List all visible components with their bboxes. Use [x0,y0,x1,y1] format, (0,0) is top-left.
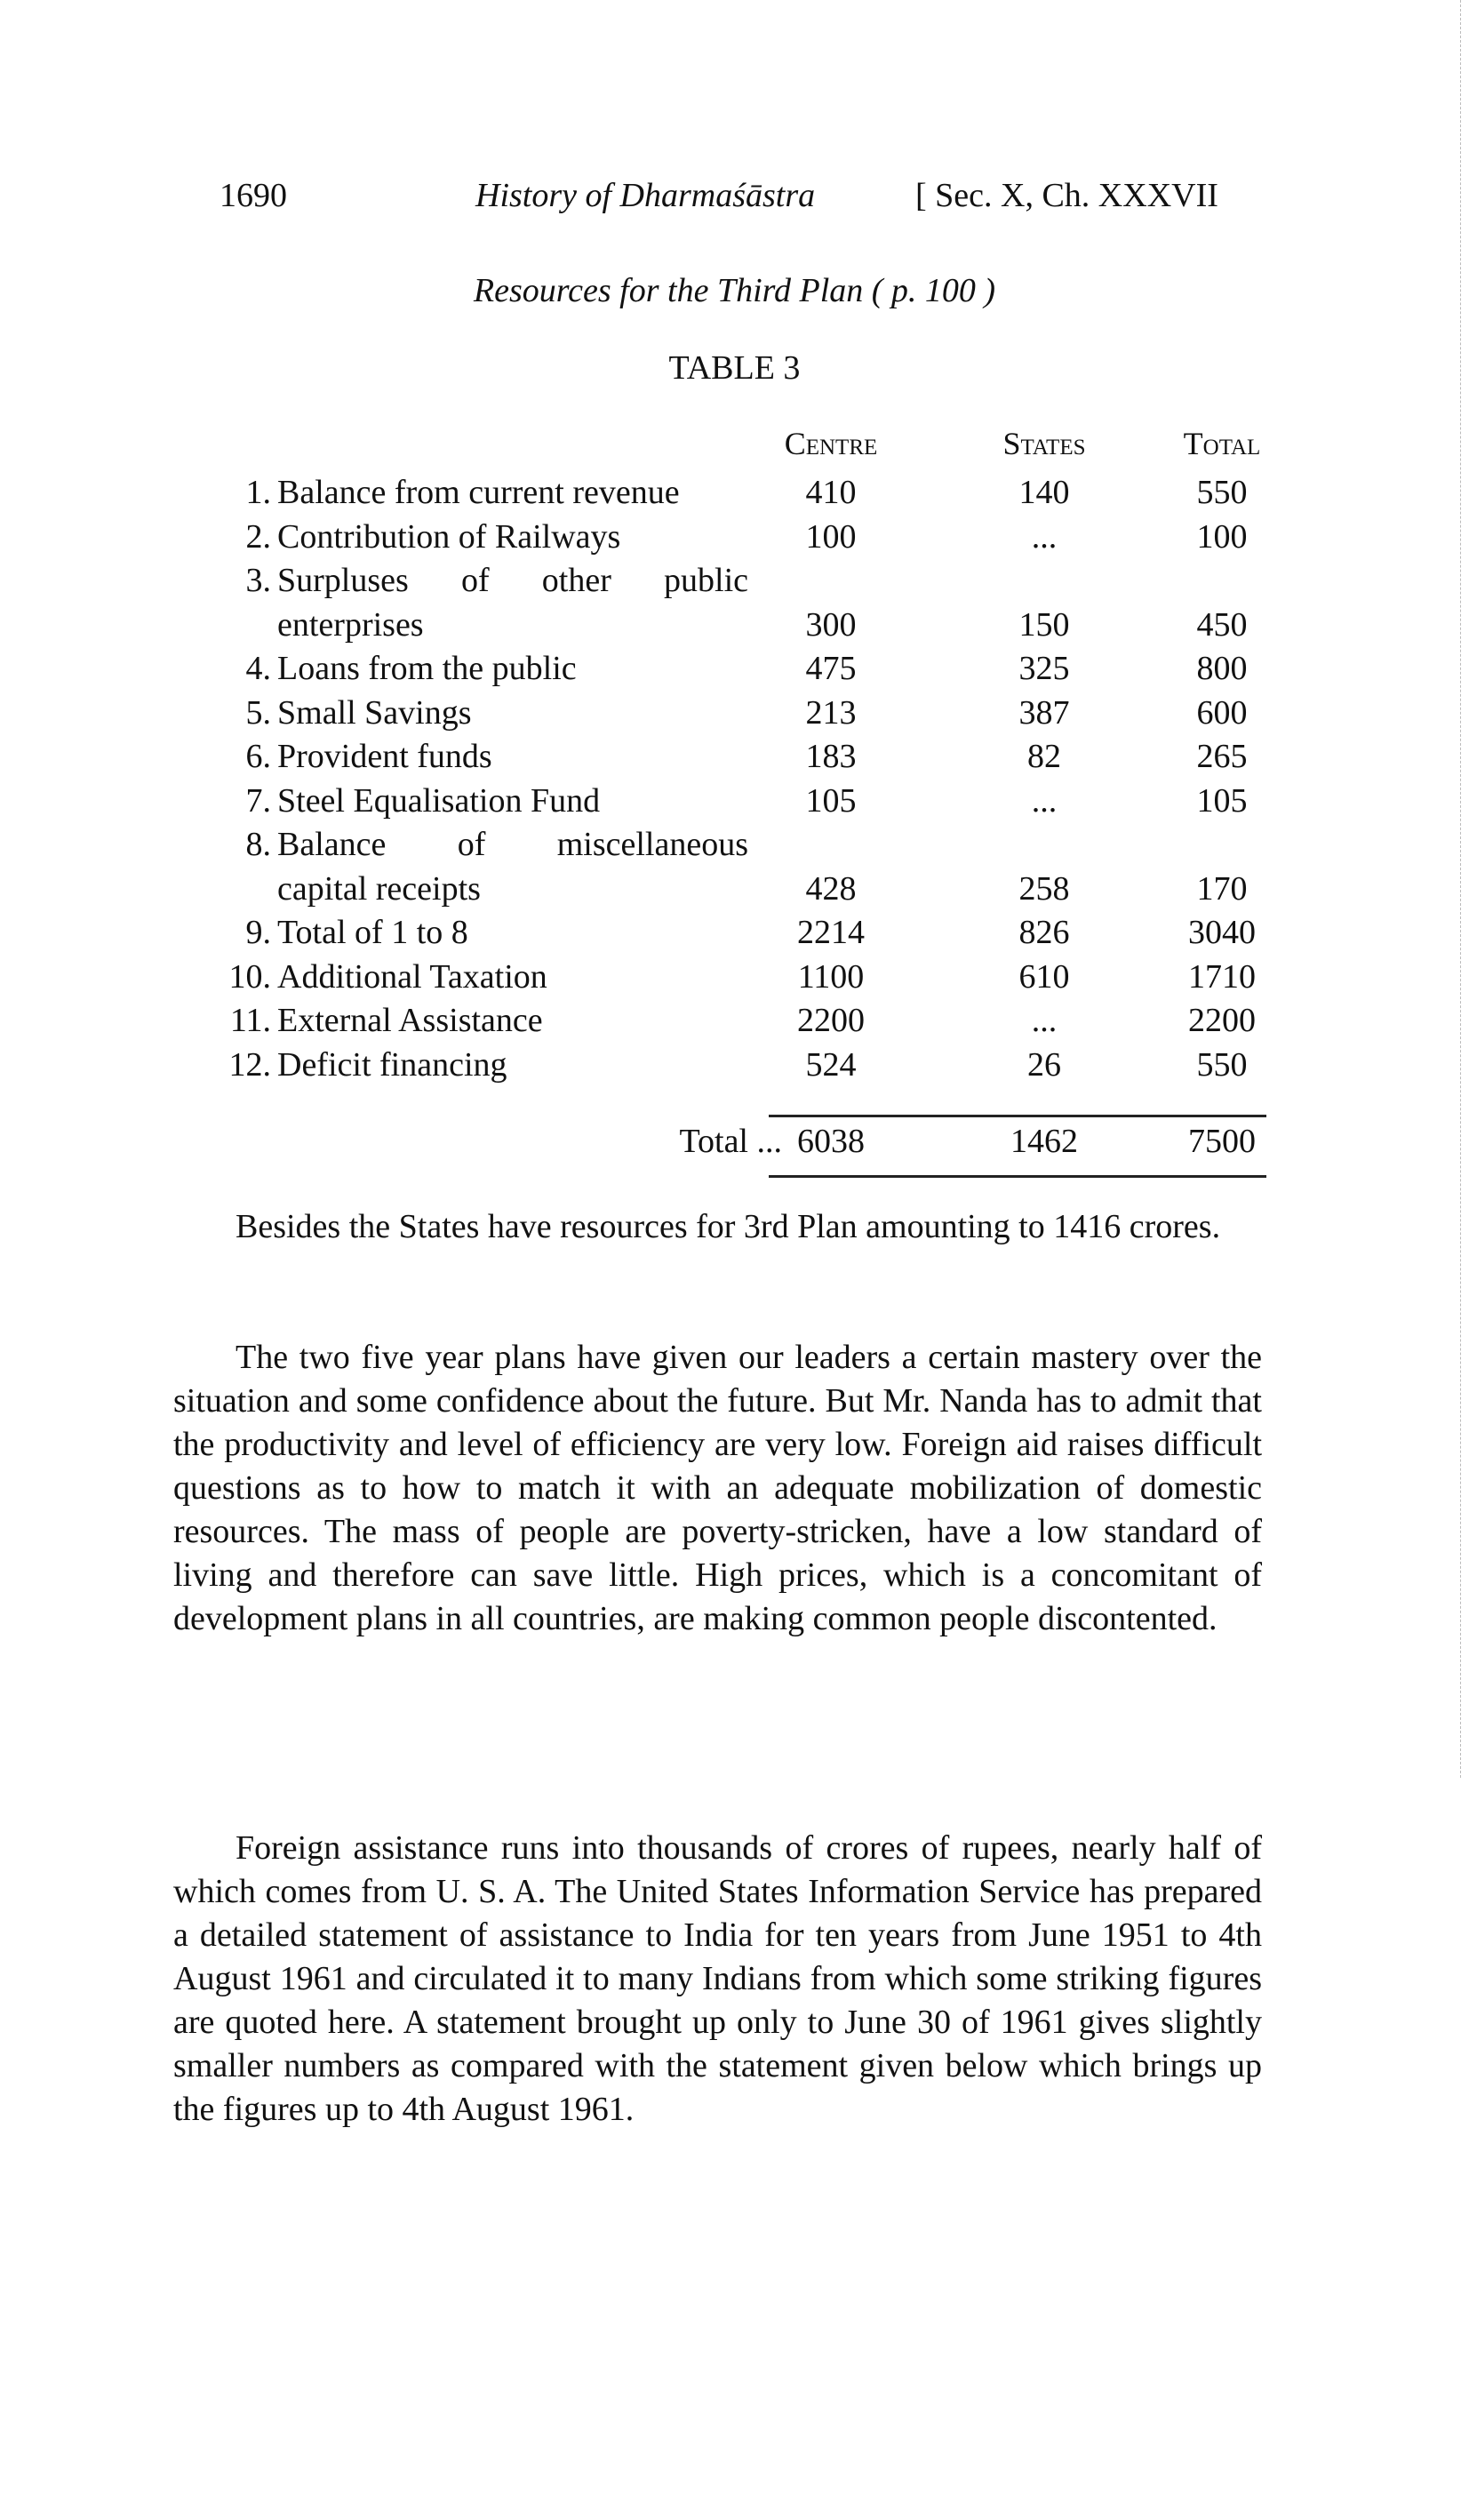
row-number: 4. [245,650,271,687]
cell-states: 826 [1018,914,1070,951]
row-label: Balance from current revenue [277,474,680,511]
row-label: Small Savings [277,693,472,732]
row-label: Deficit financing [277,1045,507,1084]
cell-states: 26 [1027,1045,1061,1084]
table-total-row [0,1122,1469,1164]
table-header-row [0,425,1469,468]
total-rule-bottom [769,1175,1266,1178]
row-number: 10. [228,957,271,996]
section-reference: [ Sec. X, Ch. XXXVII [915,177,1218,214]
cell-states: ... [1031,781,1058,820]
cell-centre: 475 [805,650,857,687]
cell-centre: 300 [805,605,857,644]
row-label: Additional Taxation [277,957,547,996]
table-label: TABLE 3 [668,349,801,387]
paragraph [173,1827,1262,2132]
cell-total: 550 [1196,474,1248,511]
row-number: 11. [229,1002,271,1039]
total-total: 7500 [1188,1123,1256,1160]
total-states: 1462 [1010,1123,1078,1160]
cell-states: ... [1031,1002,1058,1039]
cell-states: 140 [1018,474,1070,511]
row-label: Provident funds [277,738,492,775]
cell-total: 105 [1196,781,1248,820]
row-number: 7. [245,781,271,820]
cell-states: 610 [1018,957,1070,996]
row-label: Loans from the public [277,650,577,687]
row-label: Total of 1 to 8 [277,914,468,951]
cell-total: 450 [1196,605,1248,644]
cell-centre: 1100 [797,957,865,996]
cell-states: 387 [1018,693,1070,732]
paragraph-text: Besides the States have resources for 3rd Plan amounting to 1416 crores. [236,1208,1221,1245]
cell-centre: 105 [805,781,857,820]
row-number: 1. [245,474,271,511]
table-caption: Resources for the Third Plan ( p. 100 ) [473,272,996,309]
column-header-centre: Centre [784,426,878,461]
book-title: History of Dharmaśāstra [475,177,816,214]
cell-total: 1710 [1188,957,1256,996]
cell-centre: 100 [805,517,857,556]
row-number: 3. [245,562,271,599]
cell-states: 258 [1018,869,1070,908]
cell-states: ... [1031,517,1058,556]
cell-total: 800 [1196,650,1248,687]
cell-centre: 183 [805,738,857,775]
column-header-total: Total [1183,426,1261,461]
total-rule-top [769,1115,1266,1117]
row-label-continued: enterprises [277,605,424,644]
cell-total: 100 [1196,517,1248,556]
row-label: Contribution of Railways [277,517,621,556]
cell-centre: 410 [805,474,857,511]
cell-centre: 2200 [797,1002,865,1039]
paragraph-text: Foreign assistance runs into thousands of crores of rupees, nearly half of which comes from U. S. A. The United States Information Service has prepared a detailed statement of assistance to India for ten years from June 1951 to 4th August 1961 and circulated it to many Indians from which some striking figures are quoted here. A statement brought up only to June 30 of 1961 gives slightly smaller numbers as compared with the statement given below which brings up the figures up to 4th August 1961. [173,1829,1262,2128]
running-head [0,176,1469,220]
cell-centre: 428 [805,869,857,908]
row-number: 12. [228,1045,271,1084]
paragraph [173,1205,1262,1249]
cell-total: 600 [1196,693,1248,732]
total-label: Total ... [679,1123,782,1160]
paragraph-text: The two five year plans have given our leaders a certain mastery over the situation and some confidence about the future. But Mr. Nanda has to admit that the productivity and level of efficiency are very low. Foreign aid raises difficult questions as to how to match it with an adequate mobilization of domestic resources. The mass of people are poverty-stricken, have a low standard of living and therefore can save little. High prices, which is a concomitant of development plans in all countries, are making common people discontented. [173,1339,1262,1637]
cell-states: 325 [1018,650,1070,687]
cell-total: 265 [1196,738,1248,775]
row-label: Surpluses of other public [277,562,748,599]
row-label: Steel Equalisation Fund [277,781,601,820]
cell-centre: 524 [805,1045,857,1084]
cell-total: 3040 [1188,914,1256,951]
row-label-continued: capital receipts [277,869,481,908]
row-label: Balance of miscellaneous [277,826,748,863]
cell-total: 170 [1196,869,1248,908]
row-number: 8. [245,826,271,863]
row-number: 6. [245,738,271,775]
cell-total: 550 [1196,1045,1248,1084]
cell-centre: 213 [805,693,857,732]
cell-states: 150 [1018,605,1070,644]
row-number: 2. [245,517,271,556]
paragraph [173,1336,1262,1641]
total-centre: 6038 [797,1123,865,1160]
column-header-states: States [1002,426,1086,461]
page-number: 1690 [220,177,287,214]
cell-total: 2200 [1188,1002,1256,1039]
row-number: 9. [245,914,271,951]
cell-states: 82 [1027,738,1061,775]
row-label: External Assistance [277,1002,543,1039]
row-number: 5. [245,693,271,732]
cell-centre: 2214 [797,914,865,951]
